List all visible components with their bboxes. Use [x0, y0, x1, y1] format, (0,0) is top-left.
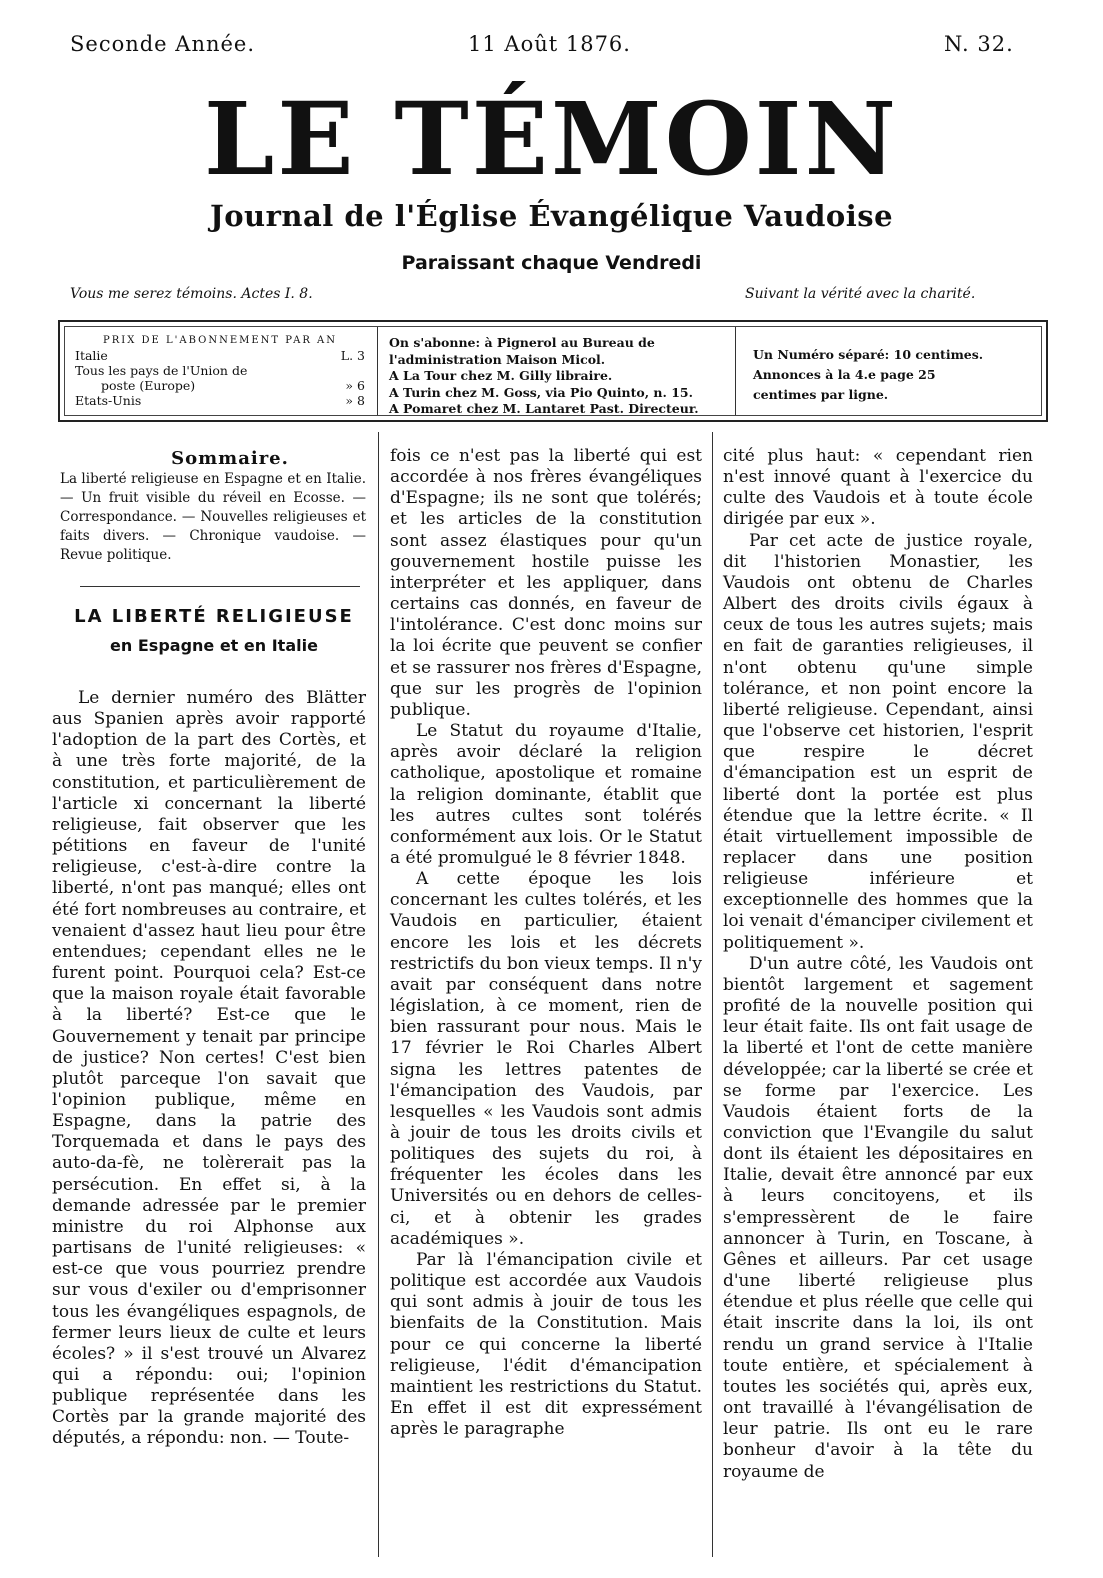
- article-paragraph: fois ce n'est pas la liberté qui est accordée à nos frères évangéliques d'Espagne; ils ne sont que tolérés; et les articles de la constitution sont assez élastiques pour qu'un gouvernement hostile puisse les interpréter et les appliquer, dans certains cas donnés, en faveur de l'intolérance. C'est donc moins sur la loi écrite que peuvent se confier et se rassurer nos frères d'Espagne, que sur les progrès de l'opinion publique.: [390, 446, 702, 720]
- column-rule: [712, 432, 713, 1557]
- issue-date: 11 Août 1876.: [468, 32, 631, 56]
- price-row: [75, 363, 365, 378]
- price-value: L. 3: [340, 348, 365, 363]
- article-paragraph: Le dernier numéro des Blätter aus Spanien après avoir rapporté l'adoption de la part des Cortès, et à une très forte majorité, de la constitution, et particulièrement de l'article xi concernant la liberté religieuse, fait observer que les pétitions en faveur de l'unité religieuse, c'est-à-dire contre la liberté, n'ont pas manqué; elles ont été fort nombreuses au contraire, et venaient d'assez haut lieu pour être entendues; cependant elles ne le furent point. Pourquoi cela? Est-ce que la maison royale était favorable à la liberté? Est-ce que le Gouvernement y tenait par principe de justice? Non certes! C'est bien plutôt parceque l'on savait que l'opinion publique, même en Espagne, dans la patrie des Torquemada et dans le pays des auto-da-fè, ne tolèrerait pas la persécution. En effet si, à la demande adressée par le premier ministre du roi Alphonse aux partisans de l'unité religieuses: « est-ce que vous pourriez prendre sur vous d'exiler ou d'emprisonner tous les évangéliques espagnols, de fermer leurs lieux de culte et leurs écoles? » il s'est trouvé un Alvarez qui a répondu: oui; l'opinion publique représentée dans les Cortès par la grande majorité des députés, a répondu: non. — Toute-: [52, 688, 366, 1449]
- article-paragraph: Par là l'émancipation civile et politique est accordée aux Vaudois qui sont admis à jouir de tous les bienfaits de la Constitution. Mais pour ce qui concerne la liberté religieuse, l'édit d'émancipation maintient les restrictions du Statut. En effet il est dit expressément après le paragraphe: [390, 1249, 702, 1440]
- article-subtitle: en Espagne et en Italie: [110, 636, 318, 655]
- article-column-2: [390, 446, 702, 1440]
- article-paragraph: D'un autre côté, les Vaudois ont bientôt largement et sagement profité de la nouvelle position qui leur était faite. Ils ont fait usage de la liberté et l'ont de cette manière développée; car la liberté se crée et se forme par l'exercice. Les Vaudois étaient forts de la conviction que l'Evangile du salut dont ils étaient les dépositaires en Italie, devait être annoncé par eux à leurs concitoyens, et ils s'empressèrent de le faire annoncer à Turin, en Toscane, à Gênes et ailleurs. Par cet usage d'une liberté religieuse plus étendue et plus réelle que celle qui était inscrite dans la loi, ils ont rendu un grand service à l'Italie toute entière, et spécialement à toutes les sociétés qui, après eux, ont travaillé à l'évangélisation de leur patrie. Ils ont eu le rare bonheur d'avoir à la tête du royaume de: [723, 953, 1033, 1482]
- motto-right: Suivant la vérité avec la charité.: [745, 286, 976, 302]
- article-paragraph: Par cet acte de justice royale, dit l'historien Monastier, les Vaudois ont obtenu de Charles Albert des droits civils égaux à ceux de tous les autres sujets; mais en fait de garanties religieuses, il n'ont obtenu qu'une simple tolérance, et non point encore la liberté religieuse. Cependant, ainsi que l'observe cet historien, l'esprit que respire le décret d'émancipation est un esprit de liberté dont la portée est plus étendue que la lettre écrite. « Il était virtuellement impossible de replacer dans une position religieuse inférieure et exceptionnelle des hommes que la loi venait d'émanciper civilement et politiquement ».: [723, 530, 1033, 953]
- price-value: » 8: [345, 393, 365, 408]
- subscription-box: [58, 320, 1048, 422]
- motto-left: Vous me serez témoins. Actes I. 8.: [70, 286, 313, 302]
- column-rule: [378, 432, 379, 1557]
- office-line: A Pomaret chez M. Lantaret Past. Directeur.: [389, 401, 699, 416]
- box-divider: [735, 327, 736, 415]
- sommaire-heading: Sommaire.: [171, 448, 289, 469]
- subscription-box-frame: [64, 326, 1042, 416]
- newspaper-subtitle: Journal de l'Église Évangélique Vaudoise: [209, 199, 894, 233]
- article-paragraph: Le Statut du royaume d'Italie, après avoir déclaré la religion catholique, apostolique et romaine la religion dominante, établit que les autres cultes sont tolérés conformément aux lois. Or le Statut a été promulgué le 8 février 1848.: [390, 721, 702, 868]
- issue-number: N. 32.: [944, 32, 1014, 56]
- pricing-notes: [753, 345, 989, 405]
- subscription-offices: [389, 335, 721, 418]
- price-row: [75, 393, 365, 408]
- article-column-1: [52, 688, 366, 1450]
- article-title: LA LIBERTÉ RELIGIEUSE: [74, 606, 354, 627]
- subscription-prices: [75, 333, 365, 408]
- price-row: [75, 378, 365, 393]
- ads-price: Annonces à la 4.e page 25 centimes par ligne.: [753, 367, 936, 402]
- publication-frequency: Paraissant chaque Vendredi: [401, 252, 702, 274]
- article-paragraph: A cette époque les lois concernant les cultes tolérés, et les Vaudois en particulier, étaient encore les lois et les décrets restrictifs du bon vieux temps. Il n'y avait par conséquent dans notre législation, à ce moment, rien de bien rassurant pour nous. Mais le 17 février le Roi Charles Albert signa les lettres patentes de l'émancipation des Vaudois, par lesquelles « les Vaudois sont admis à jouir de tous les droits civils et politiques des sujets du roi, à fréquenter les écoles dans les Universités ou en dehors de celles-ci, et à obtenir les grades académiques ».: [390, 869, 702, 1249]
- price-row: [75, 348, 365, 363]
- office-line: A Turin chez M. Goss, via Pio Quinto, n. 15.: [389, 384, 693, 400]
- office-line: On s'abonne: à Pignerol au Bureau de l'administration Maison Micol.: [389, 335, 655, 367]
- price-label: Italie: [75, 348, 108, 363]
- sommaire-text: La liberté religieuse en Espagne et en Italie. — Un fruit visible du réveil en Ecosse. — Correspondance. — Nouvelles religieuses et faits divers. — Chronique vaudoise. — Revue politique.: [60, 471, 366, 563]
- section-divider: [80, 586, 360, 587]
- article-paragraph: cité plus haut: « cependant rien n'est innové quant à l'exercice du culte des Vaudois et à toute école dirigée par eux ».: [723, 446, 1033, 530]
- box-divider: [377, 327, 378, 415]
- newspaper-title: LE TÉMOIN: [204, 80, 899, 198]
- price-label: Tous les pays de l'Union de: [75, 363, 248, 378]
- price-value: » 6: [345, 378, 365, 393]
- office-line: A La Tour chez M. Gilly libraire.: [389, 368, 613, 383]
- article-column-3: [723, 446, 1033, 1483]
- prices-heading: PRIX DE L'ABONNEMENT PAR AN: [103, 335, 337, 346]
- price-label: poste (Europe): [101, 378, 196, 393]
- price-label: Etats-Unis: [75, 393, 142, 408]
- single-issue-price: Un Numéro séparé: 10 centimes.: [753, 347, 984, 362]
- edition-label: Seconde Année.: [70, 32, 256, 56]
